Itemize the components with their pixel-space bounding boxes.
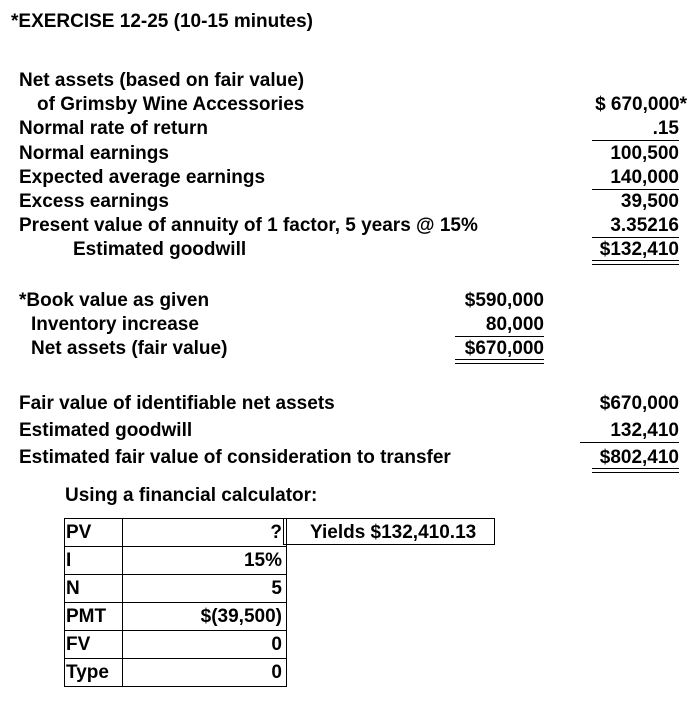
double-underline-consideration	[592, 468, 679, 473]
value-normal-earnings: 100,500	[610, 143, 679, 164]
calc-key: Type	[65, 659, 123, 687]
calc-row-type	[65, 659, 287, 687]
label-book-value: *Book value as given	[19, 290, 210, 311]
calc-key: PV	[65, 519, 123, 547]
label-fv-identifiable: Fair value of identifiable net assets	[19, 393, 335, 414]
underline-inventory	[455, 336, 544, 337]
calculator-result: Yields $132,410.13	[283, 518, 495, 545]
value-net-assets-fv: $670,000	[464, 338, 544, 359]
value-book-value: $590,000	[464, 290, 544, 311]
calculator-table	[64, 518, 287, 687]
label-grimsby: of Grimsby Wine Accessories	[37, 94, 305, 115]
calc-row-pv	[65, 519, 287, 547]
underline-pv-annuity	[592, 237, 679, 238]
label-expected-earnings: Expected average earnings	[19, 167, 266, 188]
double-underline-goodwill	[592, 260, 679, 265]
calc-row-pmt	[65, 603, 287, 631]
label-inventory-increase: Inventory increase	[31, 314, 199, 335]
calc-value: $(39,500)	[123, 603, 287, 631]
calc-key: FV	[65, 631, 123, 659]
label-goodwill-2: Estimated goodwill	[19, 420, 193, 441]
label-net-assets-fv: Net assets (fair value)	[31, 338, 228, 359]
underline-expected-earnings	[592, 189, 679, 190]
value-excess-earnings: 39,500	[620, 191, 679, 212]
label-net-assets: Net assets (based on fair value)	[19, 70, 305, 91]
calc-value: 0	[123, 659, 287, 687]
exercise-title: *EXERCISE 12-25 (10-15 minutes)	[11, 11, 314, 32]
value-expected-earnings: 140,000	[610, 167, 679, 188]
label-normal-rate: Normal rate of return	[19, 118, 208, 139]
calc-row-n	[65, 575, 287, 603]
value-goodwill-2: 132,410	[610, 420, 679, 441]
underline-goodwill-2	[580, 442, 679, 443]
label-consideration: Estimated fair value of consideration to transfer	[19, 447, 451, 468]
double-underline-net-assets	[455, 359, 544, 364]
calc-key: I	[65, 547, 123, 575]
calc-key: PMT	[65, 603, 123, 631]
value-inventory-increase: 80,000	[485, 314, 544, 335]
value-estimated-goodwill: $132,410	[599, 239, 679, 260]
calc-value: ?	[123, 519, 287, 547]
calculator-heading: Using a financial calculator:	[65, 485, 318, 506]
calc-value: 15%	[123, 547, 287, 575]
calc-row-i	[65, 547, 287, 575]
value-net-assets: $ 670,000*	[595, 94, 687, 115]
calc-key: N	[65, 575, 123, 603]
value-normal-rate: .15	[652, 118, 679, 139]
calc-value: 0	[123, 631, 287, 659]
label-estimated-goodwill: Estimated goodwill	[73, 239, 247, 260]
calc-row-fv	[65, 631, 287, 659]
value-pv-annuity: 3.35216	[610, 215, 679, 236]
label-pv-annuity: Present value of annuity of 1 factor, 5 years @ 15%	[19, 215, 478, 236]
label-normal-earnings: Normal earnings	[19, 143, 169, 164]
label-excess-earnings: Excess earnings	[19, 191, 169, 212]
calc-value: 5	[123, 575, 287, 603]
value-consideration: $802,410	[599, 447, 679, 468]
value-fv-identifiable: $670,000	[599, 393, 679, 414]
underline-normal-rate	[592, 140, 679, 141]
